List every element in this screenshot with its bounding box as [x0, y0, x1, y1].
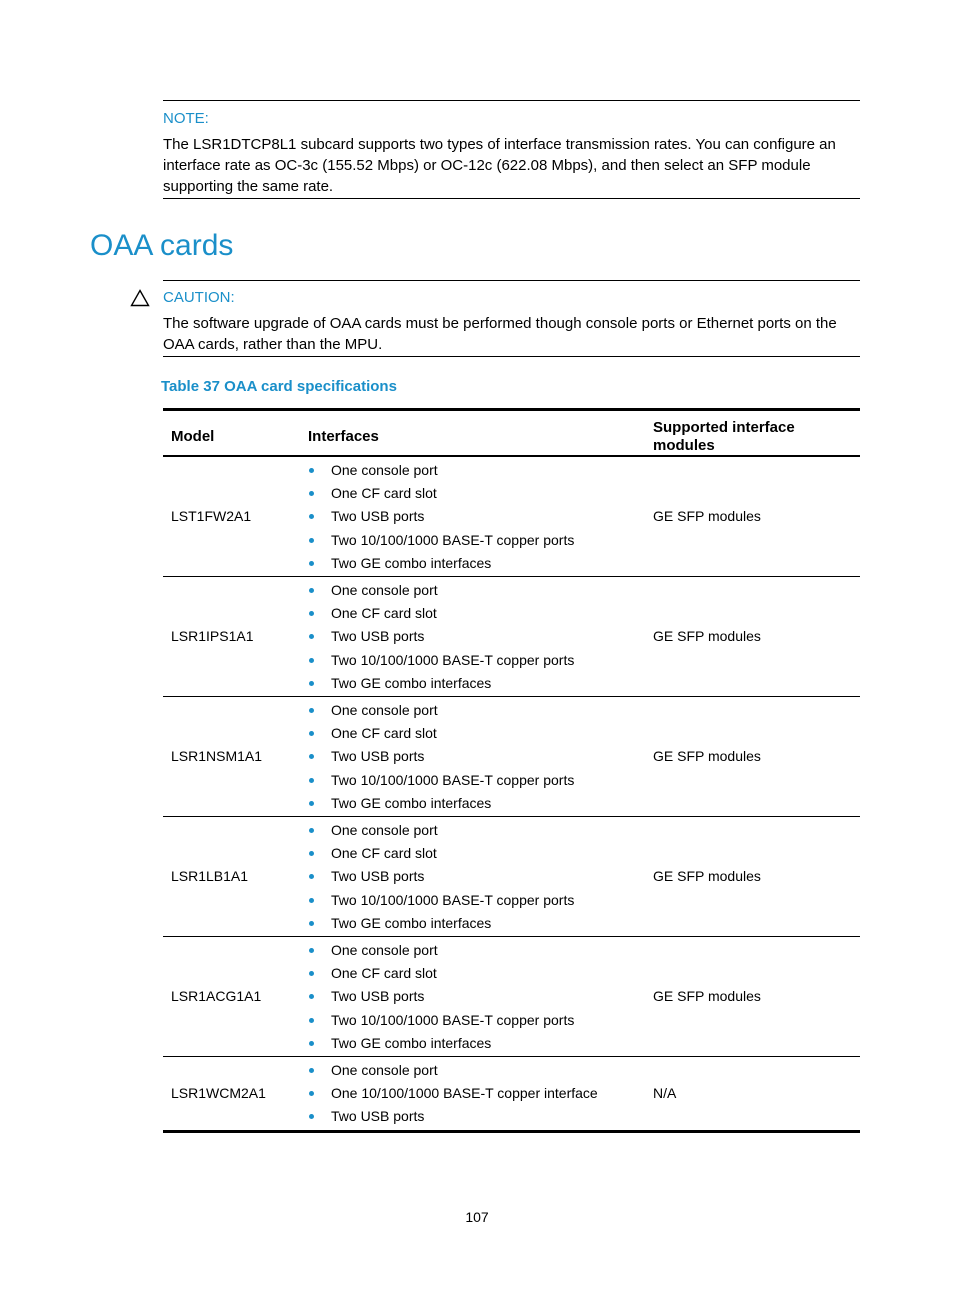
model-cell: LSR1ACG1A1: [163, 937, 300, 1057]
caution-label: CAUTION:: [163, 289, 235, 306]
modules-cell: GE SFP modules: [645, 577, 860, 697]
interface-item: Two 10/100/1000 BASE-T copper ports: [308, 529, 637, 552]
interface-item: Two GE combo interfaces: [308, 672, 637, 695]
interface-item: One CF card slot: [308, 962, 637, 985]
interface-item: One CF card slot: [308, 722, 637, 745]
interface-item: Two GE combo interfaces: [308, 912, 637, 935]
interface-item: Two USB ports: [308, 985, 637, 1008]
interface-item: One console port: [308, 1059, 637, 1082]
caution-box: [163, 280, 860, 357]
section-heading: OAA cards: [90, 229, 234, 262]
model-cell: LSR1IPS1A1: [163, 577, 300, 697]
interface-item: One CF card slot: [308, 842, 637, 865]
interface-item: Two USB ports: [308, 865, 637, 888]
interface-item: Two USB ports: [308, 505, 637, 528]
interface-item: One console port: [308, 939, 637, 962]
interface-item: One CF card slot: [308, 482, 637, 505]
column-header-modules: Supported interface modules: [645, 410, 860, 457]
interface-item: Two 10/100/1000 BASE-T copper ports: [308, 889, 637, 912]
interface-item: Two USB ports: [308, 1105, 637, 1128]
interface-item: One 10/100/1000 BASE-T copper interface: [308, 1082, 637, 1105]
modules-cell: GE SFP modules: [645, 937, 860, 1057]
modules-cell: GE SFP modules: [645, 817, 860, 937]
interfaces-cell: [300, 577, 645, 697]
interface-item: Two 10/100/1000 BASE-T copper ports: [308, 769, 637, 792]
interfaces-list: [308, 1059, 637, 1129]
interfaces-list: [308, 819, 637, 935]
interface-item: Two 10/100/1000 BASE-T copper ports: [308, 649, 637, 672]
interface-item: Two 10/100/1000 BASE-T copper ports: [308, 1009, 637, 1032]
table-row: [163, 817, 860, 937]
table-row: [163, 937, 860, 1057]
interface-item: Two GE combo interfaces: [308, 792, 637, 815]
interfaces-list: [308, 459, 637, 575]
interfaces-list: [308, 579, 637, 695]
interfaces-cell: [300, 697, 645, 817]
model-cell: LST1FW2A1: [163, 456, 300, 577]
caution-text: The software upgrade of OAA cards must be performed though console ports or Ethernet ports on the OAA cards, rather than the MPU.: [163, 315, 837, 353]
table-row: [163, 577, 860, 697]
table-caption: Table 37 OAA card specifications: [161, 378, 397, 395]
interfaces-list: [308, 939, 637, 1055]
note-label: NOTE:: [163, 110, 209, 127]
interface-item: Two USB ports: [308, 745, 637, 768]
page-number: 107: [465, 1209, 489, 1225]
oaa-spec-table: [163, 408, 860, 1133]
table-row: [163, 456, 860, 577]
interface-item: One console port: [308, 699, 637, 722]
modules-cell: GE SFP modules: [645, 456, 860, 577]
interface-item: Two GE combo interfaces: [308, 552, 637, 575]
warning-triangle-icon: [130, 289, 150, 307]
column-header-interfaces: Interfaces: [300, 410, 645, 457]
interface-item: One console port: [308, 819, 637, 842]
modules-cell: GE SFP modules: [645, 697, 860, 817]
modules-cell: N/A: [645, 1057, 860, 1132]
interface-item: One CF card slot: [308, 602, 637, 625]
table-row: [163, 1057, 860, 1132]
model-cell: LSR1NSM1A1: [163, 697, 300, 817]
column-header-model: Model: [163, 410, 300, 457]
interface-item: Two USB ports: [308, 625, 637, 648]
interfaces-cell: [300, 937, 645, 1057]
interface-item: Two GE combo interfaces: [308, 1032, 637, 1055]
interface-item: One console port: [308, 579, 637, 602]
note-text: The LSR1DTCP8L1 subcard supports two types of interface transmission rates. You can configure an interface rate as OC-3c (155.52 Mbps) or OC-12c (622.08 Mbps), and then select an SFP module supporting the same rate.: [163, 136, 836, 195]
model-cell: LSR1LB1A1: [163, 817, 300, 937]
table-header-row: [163, 410, 860, 457]
note-box: [163, 100, 860, 199]
interface-item: One console port: [308, 459, 637, 482]
model-cell: LSR1WCM2A1: [163, 1057, 300, 1132]
interfaces-cell: [300, 1057, 645, 1132]
interfaces-cell: [300, 456, 645, 577]
table-row: [163, 697, 860, 817]
interfaces-cell: [300, 817, 645, 937]
interfaces-list: [308, 699, 637, 815]
